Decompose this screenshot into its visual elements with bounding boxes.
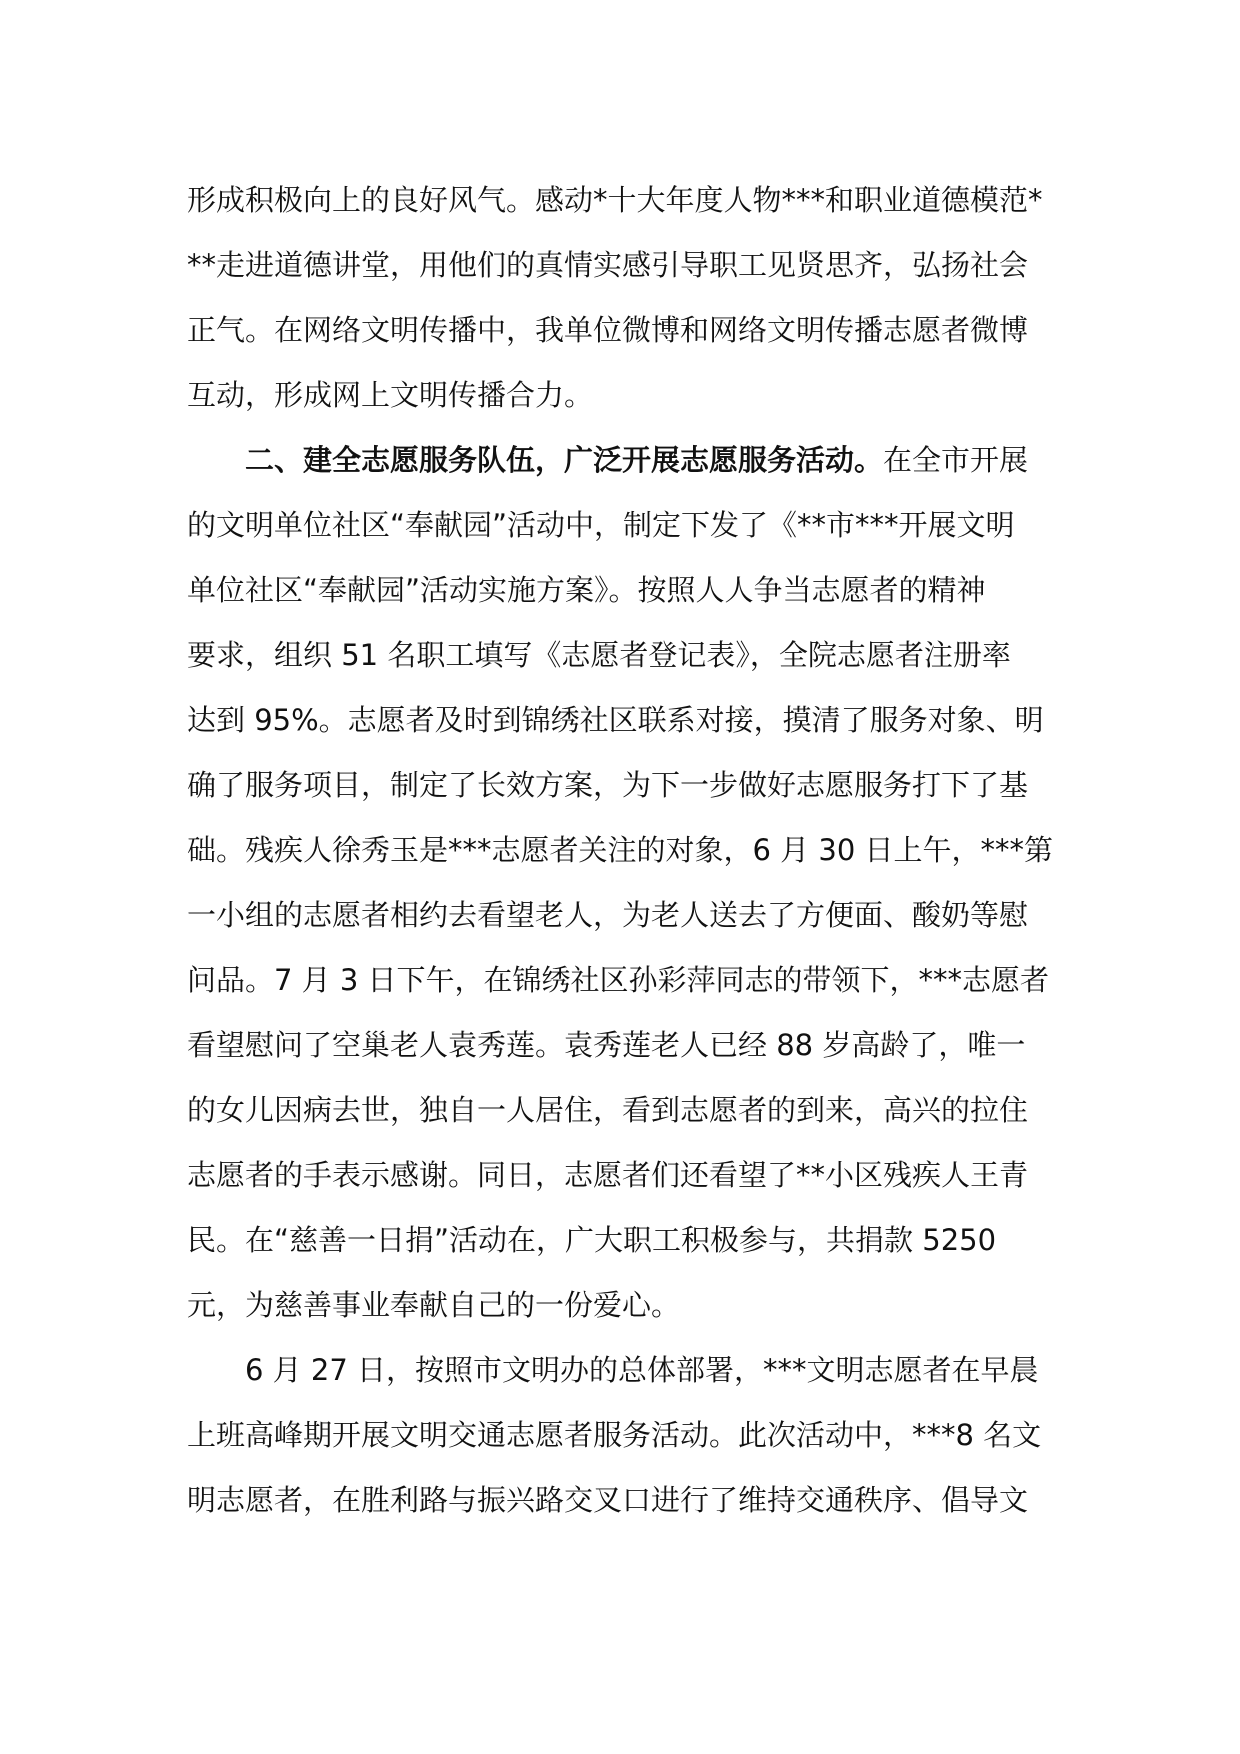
text-line: **走进道德讲堂，用他们的真情实感引导职工见贤思齐，弘扬社会 (187, 248, 1029, 282)
text-line: 单位社区“奉献园”活动实施方案》。按照人人争当志愿者的精神 (187, 573, 986, 607)
text-line: 础。残疾人徐秀玉是***志愿者关注的对象，6 月 30 日上午，***第 (187, 833, 1054, 867)
text-line: 形成积极向上的良好风气。感动*十大年度人物***和职业道德模范* (187, 183, 1043, 217)
text-line-first (187, 428, 1054, 493)
paragraph-2 (187, 428, 1054, 1338)
paragraph-3 (187, 1338, 1054, 1533)
text-line: 上班高峰期开展文明交通志愿者服务活动。此次活动中，***8 名文 (187, 1418, 1042, 1452)
text-line: 民。在“慈善一日捐”活动在，广大职工积极参与，共捐款 5250 (187, 1223, 997, 1257)
text-line: 明志愿者，在胜利路与振兴路交叉口进行了维持交通秩序、倡导文 (187, 1483, 1029, 1517)
text-line-first: 6 月 27 日，按照市文明办的总体部署，***文明志愿者在早晨 (245, 1353, 1039, 1387)
section-lead-text: 在全市开展 (883, 443, 1029, 477)
text-line: 问品。7 月 3 日下午，在锦绣社区孙彩萍同志的带领下，***志愿者 (187, 963, 1050, 997)
text-line: 确了服务项目，制定了长效方案，为下一步做好志愿服务打下了基 (187, 768, 1029, 802)
section-heading: 二、建全志愿服务队伍，广泛开展志愿服务活动。 (245, 443, 884, 477)
text-line: 志愿者的手表示感谢。同日，志愿者们还看望了**小区残疾人王青 (187, 1158, 1029, 1192)
document-body (187, 168, 1054, 1533)
text-line: 的女儿因病去世，独自一人居住，看到志愿者的到来，高兴的拉住 (187, 1093, 1029, 1127)
text-line: 的文明单位社区“奉献园”活动中，制定下发了《**市***开展文明 (187, 508, 1015, 542)
text-line: 看望慰问了空巢老人袁秀莲。袁秀莲老人已经 88 岁高龄了，唯一 (187, 1028, 1026, 1062)
text-line: 元，为慈善事业奉献自己的一份爱心。 (187, 1288, 681, 1322)
text-line: 一小组的志愿者相约去看望老人，为老人送去了方便面、酸奶等慰 (187, 898, 1029, 932)
text-line: 要求，组织 51 名职工填写《志愿者登记表》，全院志愿者注册率 (187, 638, 1011, 672)
text-line: 达到 95%。志愿者及时到锦绣社区联系对接，摸清了服务对象、明 (187, 703, 1044, 737)
text-line: 互动，形成网上文明传播合力。 (187, 378, 594, 412)
text-line: 正气。在网络文明传播中，我单位微博和网络文明传播志愿者微博 (187, 313, 1029, 347)
paragraph-1 (187, 168, 1054, 428)
